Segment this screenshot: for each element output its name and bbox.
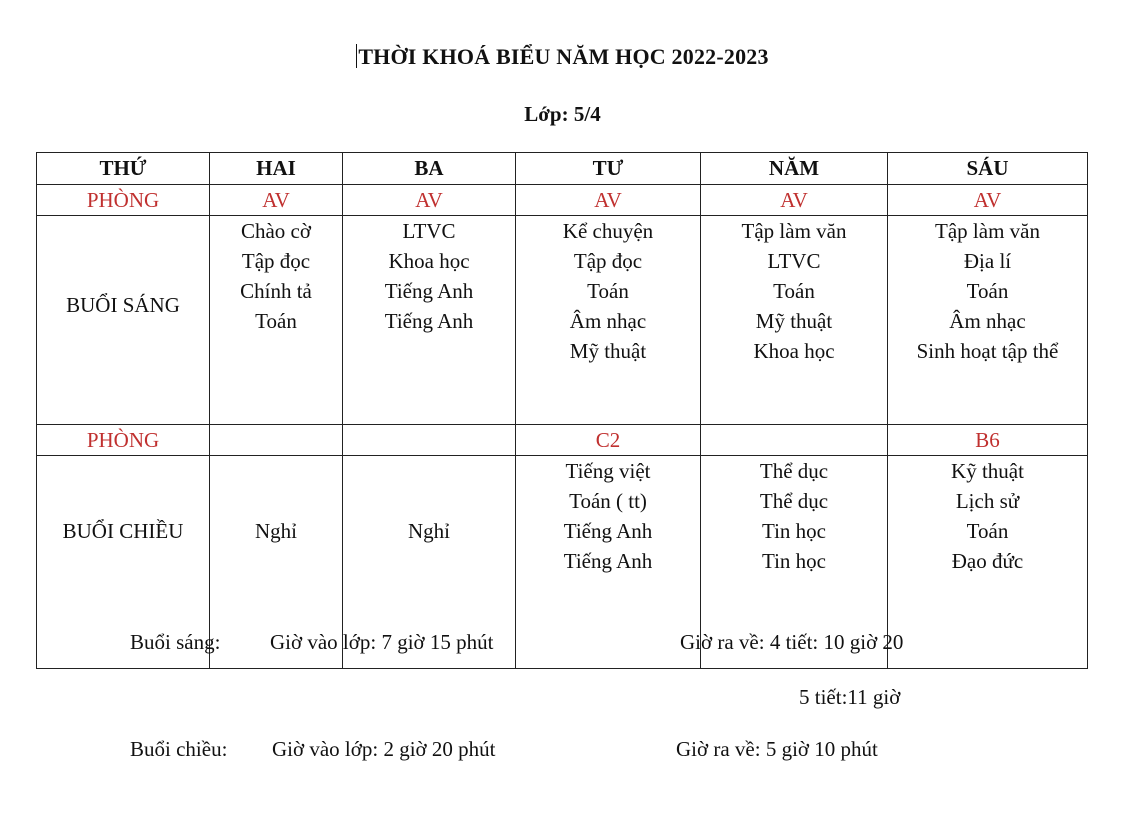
subject-item: Sinh hoạt tập thể bbox=[916, 339, 1059, 363]
room-label: PHÒNG bbox=[37, 185, 210, 216]
subject-item: Toán bbox=[255, 309, 297, 333]
timetable bbox=[36, 152, 1088, 669]
afternoon-end-time: Giờ ra về: 5 giờ 10 phút bbox=[676, 737, 878, 761]
subject-item: Thể dục bbox=[759, 459, 829, 483]
corner-header: THỨ bbox=[37, 153, 210, 185]
subject-item: Khoa học bbox=[753, 339, 835, 363]
subject-item: LTVC bbox=[402, 219, 456, 243]
subject-item: Mỹ thuật bbox=[755, 309, 833, 333]
day-header-nam: NĂM bbox=[701, 153, 888, 185]
subject-item: Lịch sử bbox=[955, 489, 1020, 513]
subject-item: Tập làm văn bbox=[741, 219, 847, 243]
room-cell: AV bbox=[210, 185, 343, 216]
subject-cell bbox=[516, 216, 701, 425]
subject-list bbox=[888, 216, 1087, 366]
subject-item: Kể chuyện bbox=[562, 219, 654, 243]
subject-cell bbox=[888, 216, 1088, 425]
subject-item: Toán bbox=[773, 279, 815, 303]
subject-item: Tiếng Anh bbox=[563, 519, 653, 543]
room-cell bbox=[343, 425, 516, 456]
session-label-morning: BUỔI SÁNG bbox=[37, 216, 210, 425]
morning-start-time: Giờ vào lớp: 7 giờ 15 phút bbox=[270, 630, 494, 654]
room-label: PHÒNG bbox=[37, 425, 210, 456]
header-row bbox=[37, 153, 1088, 185]
room-cell: B6 bbox=[888, 425, 1088, 456]
subject-cell bbox=[210, 216, 343, 425]
room-cell: AV bbox=[343, 185, 516, 216]
subject-item: LTVC bbox=[767, 249, 821, 273]
subject-item: Chính tả bbox=[240, 279, 312, 303]
subject-item: Tiếng Anh bbox=[384, 309, 474, 333]
subject-list bbox=[516, 216, 700, 366]
subject-item: Âm nhạc bbox=[949, 309, 1026, 333]
afternoon-note-label: Buổi chiều: bbox=[130, 737, 228, 761]
room-cell: AV bbox=[701, 185, 888, 216]
rest-cell: Nghỉ bbox=[210, 456, 343, 669]
subject-item: Mỹ thuật bbox=[569, 339, 647, 363]
day-header-sau: SÁU bbox=[888, 153, 1088, 185]
subject-item: Thể dục bbox=[759, 489, 829, 513]
subject-list bbox=[210, 216, 342, 336]
subject-item: Tiếng Anh bbox=[384, 279, 474, 303]
subject-item: Địa lí bbox=[963, 249, 1012, 273]
morning-row bbox=[37, 216, 1088, 425]
subject-list bbox=[516, 456, 700, 576]
subject-list bbox=[343, 216, 515, 336]
day-header-hai: HAI bbox=[210, 153, 343, 185]
subject-cell bbox=[516, 456, 701, 669]
subject-cell bbox=[888, 456, 1088, 669]
day-header-ba: BA bbox=[343, 153, 516, 185]
room-cell: C2 bbox=[516, 425, 701, 456]
morning-end-time-4: Giờ ra về: 4 tiết: 10 giờ 20 bbox=[680, 630, 904, 654]
class-label: Lớp: 5/4 bbox=[524, 102, 601, 126]
subject-item: Toán bbox=[966, 519, 1009, 543]
rest-cell: Nghỉ bbox=[343, 456, 516, 669]
subject-item: Tin học bbox=[762, 549, 826, 573]
room-cell: AV bbox=[888, 185, 1088, 216]
subject-list bbox=[888, 456, 1087, 576]
session-label-afternoon: BUỔI CHIỀU bbox=[37, 456, 210, 669]
subject-list bbox=[701, 216, 887, 366]
subject-item: Tập đọc bbox=[241, 249, 311, 273]
subject-item: Toán bbox=[587, 279, 629, 303]
subject-list bbox=[701, 456, 887, 576]
subject-item: Tập đọc bbox=[573, 249, 643, 273]
morning-end-time-5: 5 tiết:11 giờ bbox=[799, 685, 901, 709]
subject-item: Kỹ thuật bbox=[951, 459, 1024, 483]
afternoon-start-time: Giờ vào lớp: 2 giờ 20 phút bbox=[272, 737, 496, 761]
page-title-text: THỜI KHOÁ BIỂU NĂM HỌC 2022-2023 bbox=[358, 44, 769, 69]
morning-room-row bbox=[37, 185, 1088, 216]
subject-cell bbox=[701, 216, 888, 425]
subject-item: Tiếng Anh bbox=[563, 549, 653, 573]
room-cell bbox=[701, 425, 888, 456]
subject-cell bbox=[343, 216, 516, 425]
subject-item: Tập làm văn bbox=[935, 219, 1040, 243]
morning-note-label: Buổi sáng: bbox=[130, 630, 221, 654]
subject-item: Âm nhạc bbox=[569, 309, 647, 333]
room-cell: AV bbox=[516, 185, 701, 216]
subject-item: Chào cờ bbox=[240, 219, 311, 243]
subject-item: Toán ( tt) bbox=[569, 489, 647, 513]
subject-item: Toán bbox=[966, 279, 1009, 303]
subject-item: Tiếng việt bbox=[565, 459, 651, 483]
afternoon-room-row bbox=[37, 425, 1088, 456]
day-header-tu: TƯ bbox=[516, 153, 701, 185]
page-title bbox=[0, 44, 1125, 70]
subject-item: Khoa học bbox=[388, 249, 470, 273]
room-cell bbox=[210, 425, 343, 456]
subject-item: Tin học bbox=[762, 519, 826, 543]
subject-item: Đạo đức bbox=[951, 549, 1024, 573]
